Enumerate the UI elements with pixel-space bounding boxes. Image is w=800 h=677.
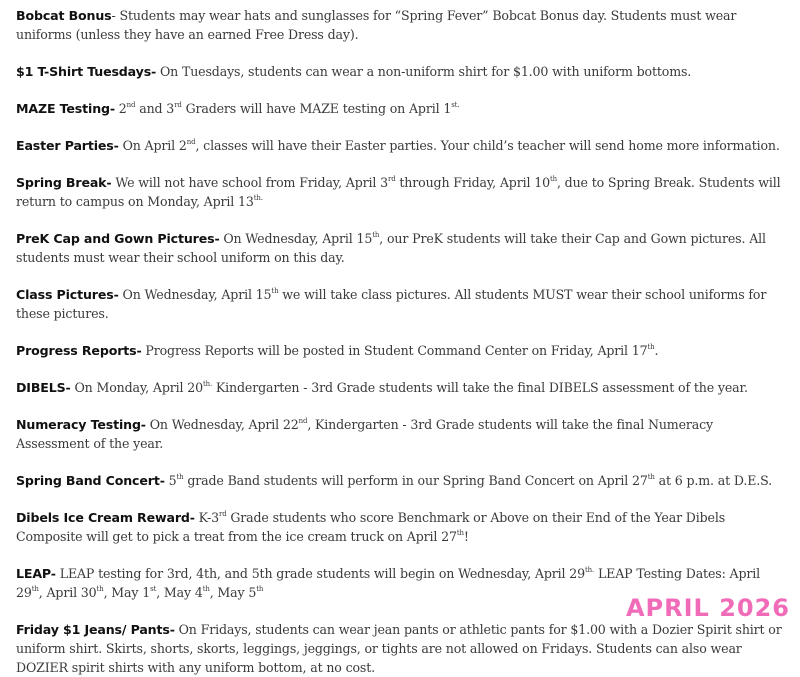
item-text: and 3 <box>135 101 175 116</box>
item-text: On Wednesday, April 22 <box>145 417 299 432</box>
ordinal-suffix: th <box>256 584 264 593</box>
item-progress-reports <box>16 341 788 360</box>
item-friday-jeans <box>16 620 788 677</box>
ordinal-suffix: th <box>96 584 104 593</box>
ordinal-suffix: th <box>647 342 655 351</box>
item-text: On Wednesday, April 15 <box>219 231 373 246</box>
ordinal-suffix: nd <box>126 100 136 109</box>
ordinal-suffix: th. <box>253 193 263 202</box>
item-title: Bobcat Bonus <box>16 8 112 23</box>
item-text: Progress Reports will be posted in Student Command Center on Friday, April 17 <box>141 343 648 358</box>
item-text: , classes will have their Easter parties. Your child’s teacher will send home more information. <box>195 138 780 153</box>
item-text: , May 5 <box>209 585 257 600</box>
item-bobcat-bonus <box>16 6 788 44</box>
item-spring-band-concert <box>16 471 788 490</box>
item-title: Progress Reports- <box>16 343 142 358</box>
ordinal-suffix: nd <box>186 137 196 146</box>
item-maze-testing <box>16 99 788 118</box>
item-text: Kindergarten - 3rd Grade students will take the final DIBELS assessment of the year. <box>212 380 748 395</box>
item-text: We will not have school from Friday, April 3 <box>111 175 389 190</box>
item-title: DIBELS- <box>16 380 71 395</box>
item-text: at 6 p.m. at D.E.S. <box>654 473 772 488</box>
item-title: Class Pictures- <box>16 287 119 302</box>
item-title: $1 T-Shirt Tuesdays- <box>16 64 157 79</box>
item-easter-parties <box>16 136 788 155</box>
item-title: Easter Parties- <box>16 138 119 153</box>
item-title: Numeracy Testing- <box>16 417 146 432</box>
ordinal-suffix: th <box>271 286 279 295</box>
item-text: On April 2 <box>118 138 187 153</box>
item-text: we will take class pictures. All students MUST wear their school uniforms for these pictures. <box>16 287 767 321</box>
ordinal-suffix: rd <box>174 100 182 109</box>
month-banner: APRIL 2026 <box>625 594 790 622</box>
item-text: , due to Spring Break. Students will return to campus on Monday, April 13 <box>16 175 781 209</box>
item-text: LEAP Testing Dates: April 29 <box>16 566 761 600</box>
item-text: grade Band students will perform in our Spring Band Concert on April 27 <box>183 473 648 488</box>
item-title: Spring Break- <box>16 175 112 190</box>
item-text: , May 1 <box>103 585 151 600</box>
item-text: . <box>654 343 659 358</box>
ordinal-suffix: th. <box>202 379 213 388</box>
ordinal-suffix: th <box>456 528 464 537</box>
item-text: - Students may wear hats and sunglasses for “Spring Fever” Bobcat Bonus day. Students must wear uniforms (unless they have an earned Free Dress day). <box>16 8 737 42</box>
item-title: Spring Band Concert- <box>16 473 165 488</box>
item-text: 2 <box>114 101 127 116</box>
item-title: LEAP- <box>16 566 56 581</box>
item-text: LEAP testing for 3rd, 4th, and 5th grade students will begin on Wednesday, April 29 <box>55 566 585 581</box>
ordinal-suffix: th <box>647 472 655 481</box>
item-title: MAZE Testing- <box>16 101 115 116</box>
item-dibels <box>16 378 788 397</box>
item-class-pictures <box>16 285 788 323</box>
item-spring-break <box>16 173 788 211</box>
item-title: Friday $1 Jeans/ Pants- <box>16 622 175 637</box>
item-text: On Tuesdays, students can wear a non-uniform shirt for $1.00 with uniform bottoms. <box>156 64 692 79</box>
ordinal-suffix: rd <box>388 174 396 183</box>
ordinal-suffix: th <box>176 472 184 481</box>
item-text: 5 <box>164 473 177 488</box>
ordinal-suffix: st. <box>451 100 460 109</box>
item-prek-cap-gown <box>16 229 788 267</box>
announcements-list <box>16 6 788 677</box>
item-text: ! <box>463 529 469 544</box>
item-text: Graders will have MAZE testing on April 1 <box>181 101 452 116</box>
ordinal-suffix: th <box>549 174 557 183</box>
item-text: , April 30 <box>38 585 97 600</box>
item-text: On Fridays, students can wear jean pants or athletic pants for $1.00 with a Dozier Spirit shirt or uniform shirt. Skirts, shorts, skorts, leggings, jeggings, or tights are not allowed on Fridays. Students can also wear DOZIER spirit shirts with any uniform bottom, at no cost. <box>16 622 782 675</box>
item-tshirt-tuesdays <box>16 62 788 81</box>
item-text: , May 4 <box>156 585 203 600</box>
item-text: On Wednesday, April 15 <box>118 287 272 302</box>
item-text: Grade students who score Benchmark or Above on their End of the Year Dibels Composite will get to pick a treat from the ice cream truck on April 27 <box>16 510 726 544</box>
item-numeracy-testing <box>16 415 788 453</box>
ordinal-suffix: th <box>31 584 39 593</box>
ordinal-suffix: th <box>372 230 380 239</box>
item-text: K-3 <box>194 510 219 525</box>
item-title: PreK Cap and Gown Pictures- <box>16 231 220 246</box>
ordinal-suffix: st <box>150 584 157 593</box>
ordinal-suffix: nd <box>298 416 308 425</box>
item-title: Dibels Ice Cream Reward- <box>16 510 195 525</box>
ordinal-suffix: rd <box>219 509 227 518</box>
item-text: , our PreK students will take their Cap and Gown pictures. All students must wear their school uniform on this day. <box>16 231 766 265</box>
ordinal-suffix: th <box>202 584 210 593</box>
item-dibels-ice-cream <box>16 508 788 546</box>
ordinal-suffix: th. <box>585 565 595 574</box>
item-text: On Monday, April 20 <box>70 380 203 395</box>
item-text: , Kindergarten - 3rd Grade students will take the final Numeracy Assessment of the year. <box>16 417 713 451</box>
item-text: through Friday, April 10 <box>395 175 550 190</box>
